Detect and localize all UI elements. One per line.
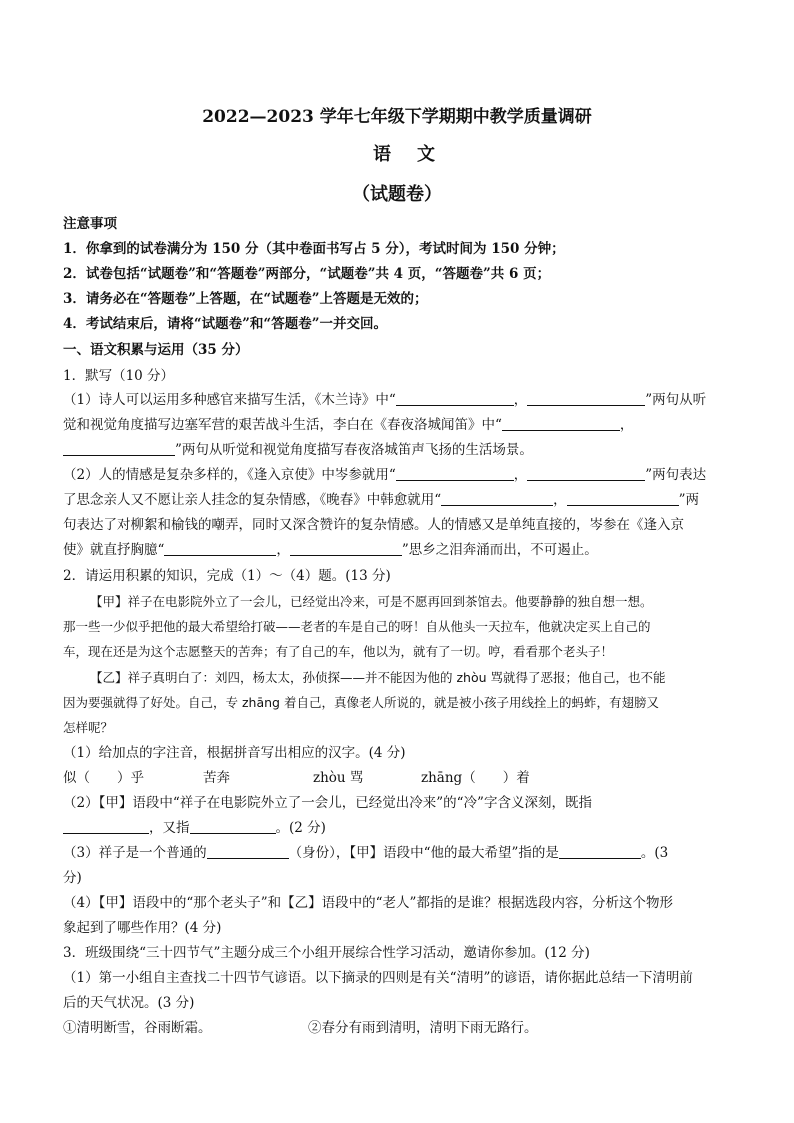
q2-sub3-line xyxy=(63,843,733,863)
q2-sub4-line: （4）【甲】语段中的“那个老头子”和【乙】语段中的“老人”都指的是谁？根据选段内容，分析这个物形 xyxy=(63,895,673,911)
q3-sub1-line: （1）第一小组自主查找二十四节气谚语。以下摘录的四则是有关“清明”的谚语，请你据此总结一下清明前 xyxy=(63,970,693,986)
q1-part2-line xyxy=(63,465,733,485)
text: 。(2 分) xyxy=(275,820,326,836)
pinyin-item: 苦奔 xyxy=(203,770,230,786)
text: ， xyxy=(513,467,528,483)
answer-blank[interactable] xyxy=(527,391,645,406)
q2-sub3-line: 分) xyxy=(63,870,82,886)
answer-blank[interactable] xyxy=(63,441,175,456)
passage-yi: 因为要强就得了好处。自己，专 zhāng 着自己，真像老人所说的，就是被小孩子用线拴上的蚂蚱，有翅膀又 xyxy=(63,695,659,710)
notice-item: 1．你拿到的试卷满分为 150 分（其中卷面书写占 5 分），考试时间为 150 分钟； xyxy=(63,241,565,257)
text: ， xyxy=(553,492,567,508)
q2-sub2-line xyxy=(63,818,733,838)
text: ， xyxy=(513,392,528,408)
passage-yi: 【乙】祥子真明白了：刘四，杨太太，孙侦探——并不能因为他的 zhòu 骂就得了恶报；他自己，也不能 xyxy=(90,670,666,685)
text: ， xyxy=(276,542,290,558)
notice-heading: 注意事项 xyxy=(63,216,117,232)
proverb: ①清明断雪，谷雨断霜。 xyxy=(63,1020,212,1036)
question-3-title: 3．班级围绕“三十四节气”主题分成三个小组开展综合性学习活动，邀请你参加。(12 分) xyxy=(63,945,590,961)
text: ”两 xyxy=(678,492,700,508)
text: ，又指 xyxy=(149,820,190,836)
subject-title: 语文 xyxy=(373,144,461,165)
answer-blank[interactable] xyxy=(290,541,402,556)
passage-jia: 【甲】祥子在电影院外立了一会儿，已经觉出冷来，可是不愿再回到茶馆去。他要静静的独自想一想。 xyxy=(90,594,653,609)
text: ”思乡之泪奔涌而出，不可遏止。 xyxy=(401,542,598,558)
answer-blank[interactable] xyxy=(63,819,149,834)
notice-item: 3．请务必在“答题卷”上答题，在“试题卷”上答题是无效的； xyxy=(63,291,428,307)
answer-blank[interactable] xyxy=(502,416,620,431)
exam-title: 2022—2023 学年七年级下学期期中教学质量调研 xyxy=(202,107,592,127)
passage-jia: 那一些一少似乎把他的最大希望给打破——老者的车是自己的呀！自从他头一天拉车，他就决定买上自己的 xyxy=(63,619,651,634)
section-heading: 一、语文积累与运用（35 分） xyxy=(63,342,249,358)
answer-blank[interactable] xyxy=(441,491,553,506)
text: ”两句从听觉和视觉角度描写春夜洛城笛声飞扬的生活场景。 xyxy=(175,442,533,458)
q1-part2-line xyxy=(63,540,733,560)
q2-sub4-line: 象起到了哪些作用？(4 分) xyxy=(63,920,222,936)
text: 觉和视觉角度描写边塞军营的艰苦战斗生活，李白在《春夜洛城闻笛》中“ xyxy=(63,417,502,433)
proverb: ②春分有雨到清明，清明下雨无路行。 xyxy=(308,1020,538,1036)
q1-part1-line xyxy=(63,440,733,460)
q1-part1-line xyxy=(63,415,733,435)
q1-part2-line xyxy=(63,490,733,510)
answer-blank[interactable] xyxy=(207,844,289,859)
text: ， xyxy=(619,417,634,433)
question-1-title: 1．默写（10 分） xyxy=(63,368,175,384)
answer-blank[interactable] xyxy=(164,541,276,556)
text: （3）祥子是一个普通的 xyxy=(63,845,207,861)
answer-blank[interactable] xyxy=(527,466,645,481)
notice-item: 4．考试结束后，请将“试题卷”和“答题卷”一并交回。 xyxy=(63,316,387,332)
q1-part1-line xyxy=(63,390,733,410)
answer-blank[interactable] xyxy=(559,844,641,859)
q3-proverbs xyxy=(63,1018,733,1038)
pinyin-item: 似（ ）乎 xyxy=(63,770,144,786)
passage-jia: 车，现在还是为这个志愿整天的苦奔；有了自己的车，他以为，就有了一切。哼，看看那个老头子！ xyxy=(63,644,614,659)
pinyin-item: zhāng（ ）着 xyxy=(421,770,530,786)
answer-blank[interactable] xyxy=(396,391,514,406)
text: （身份），【甲】语段中“他的最大希望”指的是 xyxy=(288,845,559,861)
text: 使》就直抒胸臆“ xyxy=(63,542,165,558)
text: （2）人的情感是复杂多样的，《逢入京使》中岑参就用“ xyxy=(63,467,396,483)
paper-type: （试题卷） xyxy=(352,184,442,205)
q2-sub2-line: （2）【甲】语段中“祥子在电影院外立了一会儿，已经觉出冷来”的“冷”字含义深刻，既指 xyxy=(63,795,592,811)
notice-item: 2．试卷包括“试题卷”和“答题卷”两部分，“试题卷”共 4 页，“答题卷”共 6 页； xyxy=(63,266,551,282)
answer-blank[interactable] xyxy=(190,819,276,834)
text: 。(3 xyxy=(640,845,669,861)
text: ”两句从听 xyxy=(645,392,707,408)
pinyin-item: zhòu 骂 xyxy=(313,770,364,786)
answer-blank[interactable] xyxy=(567,491,679,506)
passage-yi: 怎样呢？ xyxy=(63,720,114,735)
q2-sub1-items xyxy=(63,768,733,788)
q2-sub1-title: （1）给加点的字注音，根据拼音写出相应的汉字。(4 分) xyxy=(63,745,406,761)
question-2-title: 2．请运用积累的知识，完成（1）～（4）题。(13 分) xyxy=(63,568,391,584)
answer-blank[interactable] xyxy=(396,466,514,481)
q1-part2-line: 句表达了对柳絮和榆钱的嘲弄，同时又深含赞许的复杂情感。人的情感又是单纯直接的，岑参在《逢入京 xyxy=(63,517,684,533)
text: ”两句表达 xyxy=(645,467,707,483)
text: 了思念亲人又不愿让亲人挂念的复杂情感，《晚春》中韩愈就用“ xyxy=(63,492,442,508)
q3-sub1-line: 后的天气状况。(3 分) xyxy=(63,995,195,1011)
text: （1）诗人可以运用多种感官来描写生活，《木兰诗》中“ xyxy=(63,392,396,408)
